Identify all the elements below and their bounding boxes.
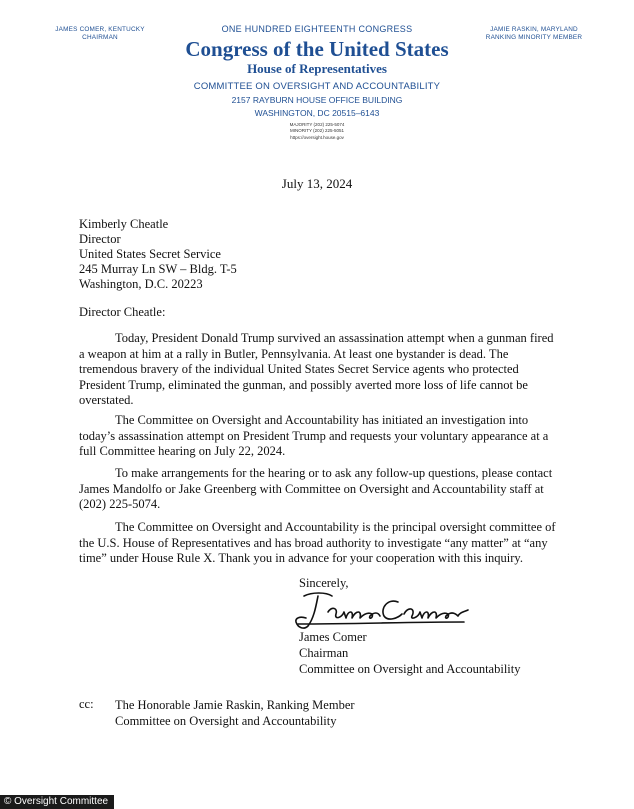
- body-paragraph: To make arrangements for the hearing or to ask any follow-up questions, please contact James Mandolfo or Jake Greenberg with Committee on Oversight and Accountability staff at (202) 225-5074.: [79, 466, 553, 511]
- phone-minority: MINORITY (202) 225-5051: [290, 128, 344, 133]
- signatory-title: Chairman: [299, 646, 349, 660]
- addressee-line: 245 Murray Ln SW – Bldg. T-5: [79, 262, 237, 276]
- addressee-line: Washington, D.C. 20223: [79, 277, 203, 291]
- ranking-member-name: JAMIE RASKIN, MARYLAND: [490, 26, 578, 33]
- letterhead-title: Congress of the United States: [185, 37, 449, 61]
- letter-date: July 13, 2024: [281, 176, 353, 191]
- addressee-block: [79, 217, 237, 292]
- cc-line: Committee on Oversight and Accountability: [115, 714, 337, 728]
- congress-line: ONE HUNDRED EIGHTEENTH CONGRESS: [221, 24, 413, 34]
- cc-label: cc:: [79, 697, 94, 711]
- salutation: Director Cheatle:: [79, 305, 166, 319]
- website-url: https://oversight.house.gov: [290, 135, 344, 140]
- letterhead-center: [0, 24, 634, 140]
- addressee-line: Kimberly Cheatle: [79, 217, 169, 231]
- address-line-2: WASHINGTON, DC 20515–6143: [254, 108, 380, 118]
- watermark-credit: © Oversight Committee: [0, 795, 114, 809]
- chairman-name: JAMES COMER, KENTUCKY: [55, 26, 145, 33]
- phone-numbers: [0, 122, 634, 134]
- handwritten-signature: [292, 588, 472, 634]
- signatory-committee: Committee on Oversight and Accountability: [299, 662, 521, 676]
- committee-name: COMMITTEE ON OVERSIGHT AND ACCOUNTABILITY: [193, 81, 441, 92]
- letterhead-subtitle: House of Representatives: [247, 61, 387, 76]
- addressee-line: United States Secret Service: [79, 247, 221, 261]
- chairman-title: CHAIRMAN: [82, 34, 118, 41]
- addressee-line: Director: [79, 232, 121, 246]
- signatory-name: James Comer: [299, 630, 367, 644]
- ranking-member-title: RANKING MINORITY MEMBER: [485, 34, 583, 41]
- body-paragraph: Today, President Donald Trump survived an assassination attempt when a gunman fired a weapon at him at a rally in Butler, Pennsylvania. At least one bystander is dead. The tremendous bravery of the individual United States Secret Service agents who protected President Trump, eliminated the gunman, and possibly averted more loss of life cannot be overstated.: [79, 331, 554, 407]
- phone-majority: MAJORITY (202) 225-5074: [289, 122, 345, 127]
- body-paragraph: The Committee on Oversight and Accountability is the principal oversight committee of the U.S. House of Representatives and has broad authority to investigate “any matter” at “any time” under House Rule X. Thank you in advance for your cooperation with this inquiry.: [79, 520, 556, 565]
- body-paragraph: The Committee on Oversight and Accountability has initiated an investigation into today’s assassination attempt on President Trump and requests your voluntary appearance at a full Committee hearing on July 22, 2024.: [79, 413, 549, 458]
- address-line-1: 2157 RAYBURN HOUSE OFFICE BUILDING: [231, 95, 403, 105]
- signature-block: [299, 629, 521, 677]
- closing: Sincerely,: [299, 576, 349, 590]
- cc-block: [115, 697, 355, 729]
- cc-line: The Honorable Jamie Raskin, Ranking Member: [115, 698, 355, 712]
